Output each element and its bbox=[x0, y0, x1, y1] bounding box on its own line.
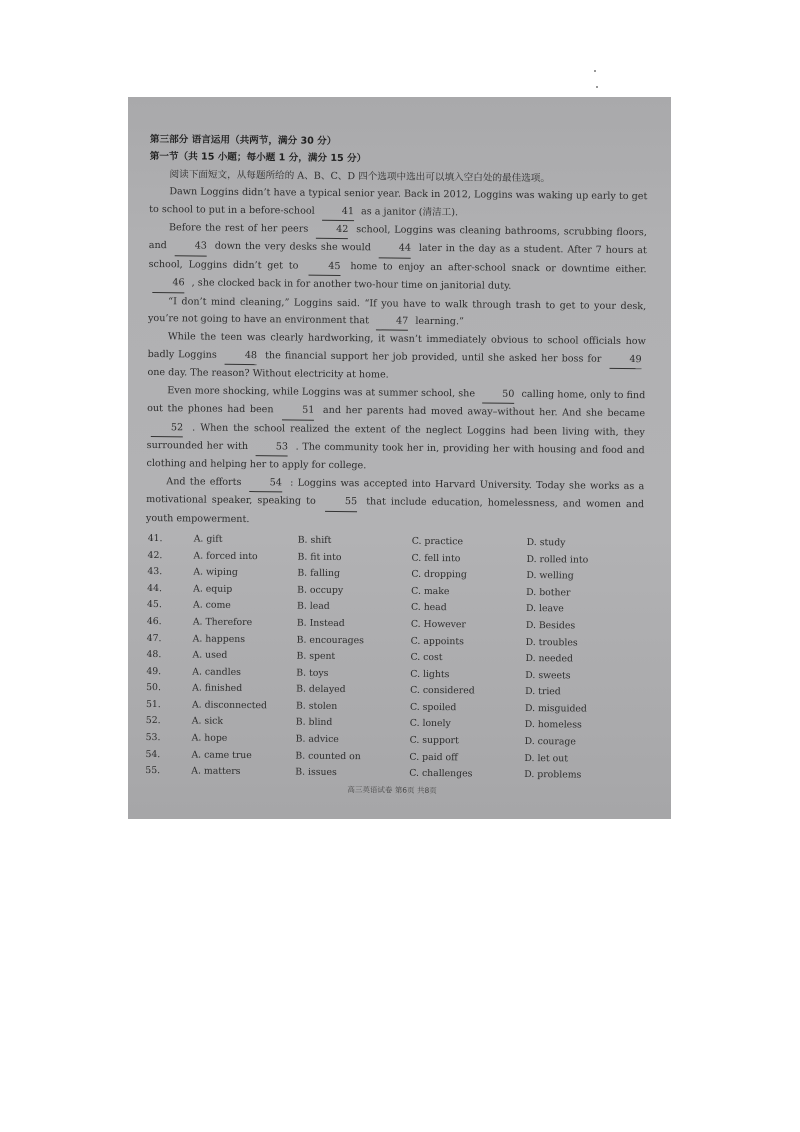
blank-54: 54 bbox=[250, 474, 282, 493]
option-a: A. candles bbox=[192, 666, 241, 678]
option-d: D. let out bbox=[524, 752, 569, 765]
option-d: D. study bbox=[526, 536, 566, 549]
exam-page-photo bbox=[128, 97, 671, 819]
blank-53: 53 bbox=[256, 438, 288, 457]
option-b: B. advice bbox=[295, 733, 339, 746]
option-c: C. paid off bbox=[409, 751, 458, 763]
option-c: C. However bbox=[410, 618, 466, 631]
option-a: A. gift bbox=[193, 533, 223, 545]
question-number: 49. bbox=[146, 665, 162, 677]
section-title: 第一节（共 15 小题；每小题 1 分，满分 15 分） bbox=[149, 151, 367, 165]
option-b: B. spent bbox=[296, 650, 336, 663]
option-c: C. support bbox=[409, 734, 459, 747]
blank-46: 46 bbox=[152, 274, 184, 293]
question-number: 44. bbox=[147, 582, 163, 594]
option-c: C. practice bbox=[411, 535, 464, 548]
option-a: A. forced into bbox=[193, 550, 258, 562]
option-a: A. matters bbox=[191, 765, 241, 778]
option-b: B. lead bbox=[296, 600, 330, 613]
option-d: D. welling bbox=[526, 570, 574, 582]
blank-47: 47 bbox=[376, 312, 408, 331]
option-c: C. appoints bbox=[410, 635, 464, 647]
scan-speck bbox=[596, 86, 598, 88]
option-a: A. Therefore bbox=[192, 616, 253, 629]
option-c: C. challenges bbox=[409, 768, 473, 780]
option-d: D. sweets bbox=[525, 669, 571, 682]
question-number: 42. bbox=[147, 549, 163, 561]
option-a: A. sick bbox=[191, 715, 224, 728]
option-a: A. came true bbox=[191, 749, 252, 761]
option-b: B. delayed bbox=[296, 683, 346, 696]
option-a: A. equip bbox=[193, 583, 233, 595]
option-c: C. make bbox=[411, 585, 450, 597]
option-b: B. blind bbox=[295, 717, 333, 729]
blank-44: 44 bbox=[379, 240, 411, 259]
option-b: B. counted on bbox=[295, 750, 361, 762]
options-table bbox=[143, 531, 644, 785]
option-d: D. rolled into bbox=[526, 553, 589, 566]
option-b: B. stolen bbox=[295, 700, 338, 712]
blank-55: 55 bbox=[325, 493, 357, 512]
page-footer: 高三英语试卷 第6页 共8页 bbox=[347, 785, 437, 796]
option-d: D. needed bbox=[525, 653, 573, 665]
option-c: C. fell into bbox=[411, 552, 461, 564]
option-a: A. wiping bbox=[193, 566, 238, 579]
option-b: B. fit into bbox=[297, 551, 342, 563]
question-number: 55. bbox=[145, 765, 161, 777]
question-number: 43. bbox=[147, 566, 163, 578]
question-number: 47. bbox=[146, 632, 162, 644]
option-b: B. occupy bbox=[297, 584, 344, 596]
scan-speck bbox=[594, 70, 596, 72]
question-number: 50. bbox=[146, 682, 162, 694]
option-b: B. falling bbox=[297, 567, 341, 580]
option-b: B. shift bbox=[297, 534, 332, 546]
option-c: C. considered bbox=[410, 685, 475, 697]
option-d: D. problems bbox=[524, 769, 582, 781]
question-number: 53. bbox=[145, 732, 161, 744]
question-number: 41. bbox=[147, 532, 163, 545]
blank-50: 50 bbox=[482, 385, 514, 404]
option-d: D. courage bbox=[524, 736, 576, 748]
option-d: D. homeless bbox=[524, 719, 582, 732]
paragraph-1: Dawn Loggins didn’t have a typical senior year. Back in 2012, Loggins was waking up early to get to school to put in a before-school 41 as a janitor (清洁工). bbox=[149, 183, 647, 224]
blank-43: 43 bbox=[175, 238, 207, 257]
question-number: 45. bbox=[146, 599, 162, 611]
option-c: C. dropping bbox=[411, 568, 467, 581]
option-d: D. Besides bbox=[525, 619, 576, 632]
option-d: D. troubles bbox=[525, 636, 578, 649]
question-number: 51. bbox=[145, 698, 161, 711]
part-title: 第三部分 语言运用（共两节，满分 30 分） bbox=[149, 133, 337, 147]
instruction: 阅读下面短文，从每题所给的 A、B、C、D 四个选项中选出可以填入空白处的最佳选项。 bbox=[169, 169, 551, 185]
option-b: B. toys bbox=[296, 667, 329, 679]
blank-49: 49 bbox=[609, 351, 641, 370]
option-a: A. come bbox=[192, 599, 231, 612]
option-a: A. happens bbox=[192, 632, 246, 645]
option-d: D. misguided bbox=[524, 702, 587, 715]
paragraph-4: While the teen was clearly hardworking, it wasn’t immediately obvious to school officials how badly Loggins 48 the financial support her job provided, until she asked her boss for 49 one day. The reason? Without electricity at home. bbox=[147, 331, 646, 381]
option-d: D. bother bbox=[526, 586, 571, 599]
blank-52: 52 bbox=[151, 419, 183, 438]
blank-42: 42 bbox=[316, 221, 348, 240]
paragraph-3: “I don’t mind cleaning,” Loggins said. “If you have to walk through trash to get to your desk, you’re not going to have an environment that 47 learning.” bbox=[148, 293, 646, 334]
option-d: D. tried bbox=[525, 686, 561, 698]
option-b: B. Instead bbox=[296, 617, 345, 629]
option-c: C. lonely bbox=[409, 718, 451, 730]
blank-51: 51 bbox=[282, 401, 314, 420]
paragraph-5: Even more shocking, while Loggins was at summer school, she 50 calling home, only to find out the phones had been 51 and her parents had moved away–without her. And she became 52 . When the school realized the extent of the neglect Loggins had been living with, they surrounded her with 53 . The community took her in, providing her with housing and food and clothing and helping her to apply for college. bbox=[146, 384, 646, 472]
question-number: 54. bbox=[145, 748, 161, 760]
blank-45: 45 bbox=[308, 258, 340, 277]
question-number: 46. bbox=[146, 615, 162, 628]
option-a: A. finished bbox=[192, 682, 243, 695]
option-b: B. issues bbox=[295, 766, 337, 779]
option-c: C. lights bbox=[410, 668, 450, 680]
paragraph-6: And the efforts 54 : Loggins was accepted into Harvard University. Today she works as a motivational speaker, speaking to 55 that include education, homelessness, and women and youth empowerment. bbox=[146, 473, 645, 532]
paragraph-2: Before the rest of her peers 42 school, Loggins was cleaning bathrooms, scrubbing floors, and 43 down the very desks she would 44 later in the day as a student. After 7 hours at school, Loggins didn’t get to 45 home to enjoy an after-school snack or downtime either. 46 , she clocked back in for another two-hour time on janitorial duty. bbox=[148, 222, 648, 293]
blank-41: 41 bbox=[322, 202, 354, 221]
question-number: 52. bbox=[145, 715, 161, 727]
option-a: A. disconnected bbox=[191, 699, 268, 712]
option-c: C. head bbox=[410, 602, 447, 614]
option-c: C. cost bbox=[410, 651, 443, 664]
option-a: A. used bbox=[192, 649, 228, 661]
exam-paper bbox=[143, 131, 648, 818]
option-b: B. encourages bbox=[296, 634, 364, 646]
blank-48: 48 bbox=[225, 347, 257, 366]
option-d: D. leave bbox=[525, 603, 564, 615]
option-c: C. spoiled bbox=[409, 701, 457, 714]
question-number: 48. bbox=[146, 649, 162, 661]
option-a: A. hope bbox=[191, 732, 228, 744]
